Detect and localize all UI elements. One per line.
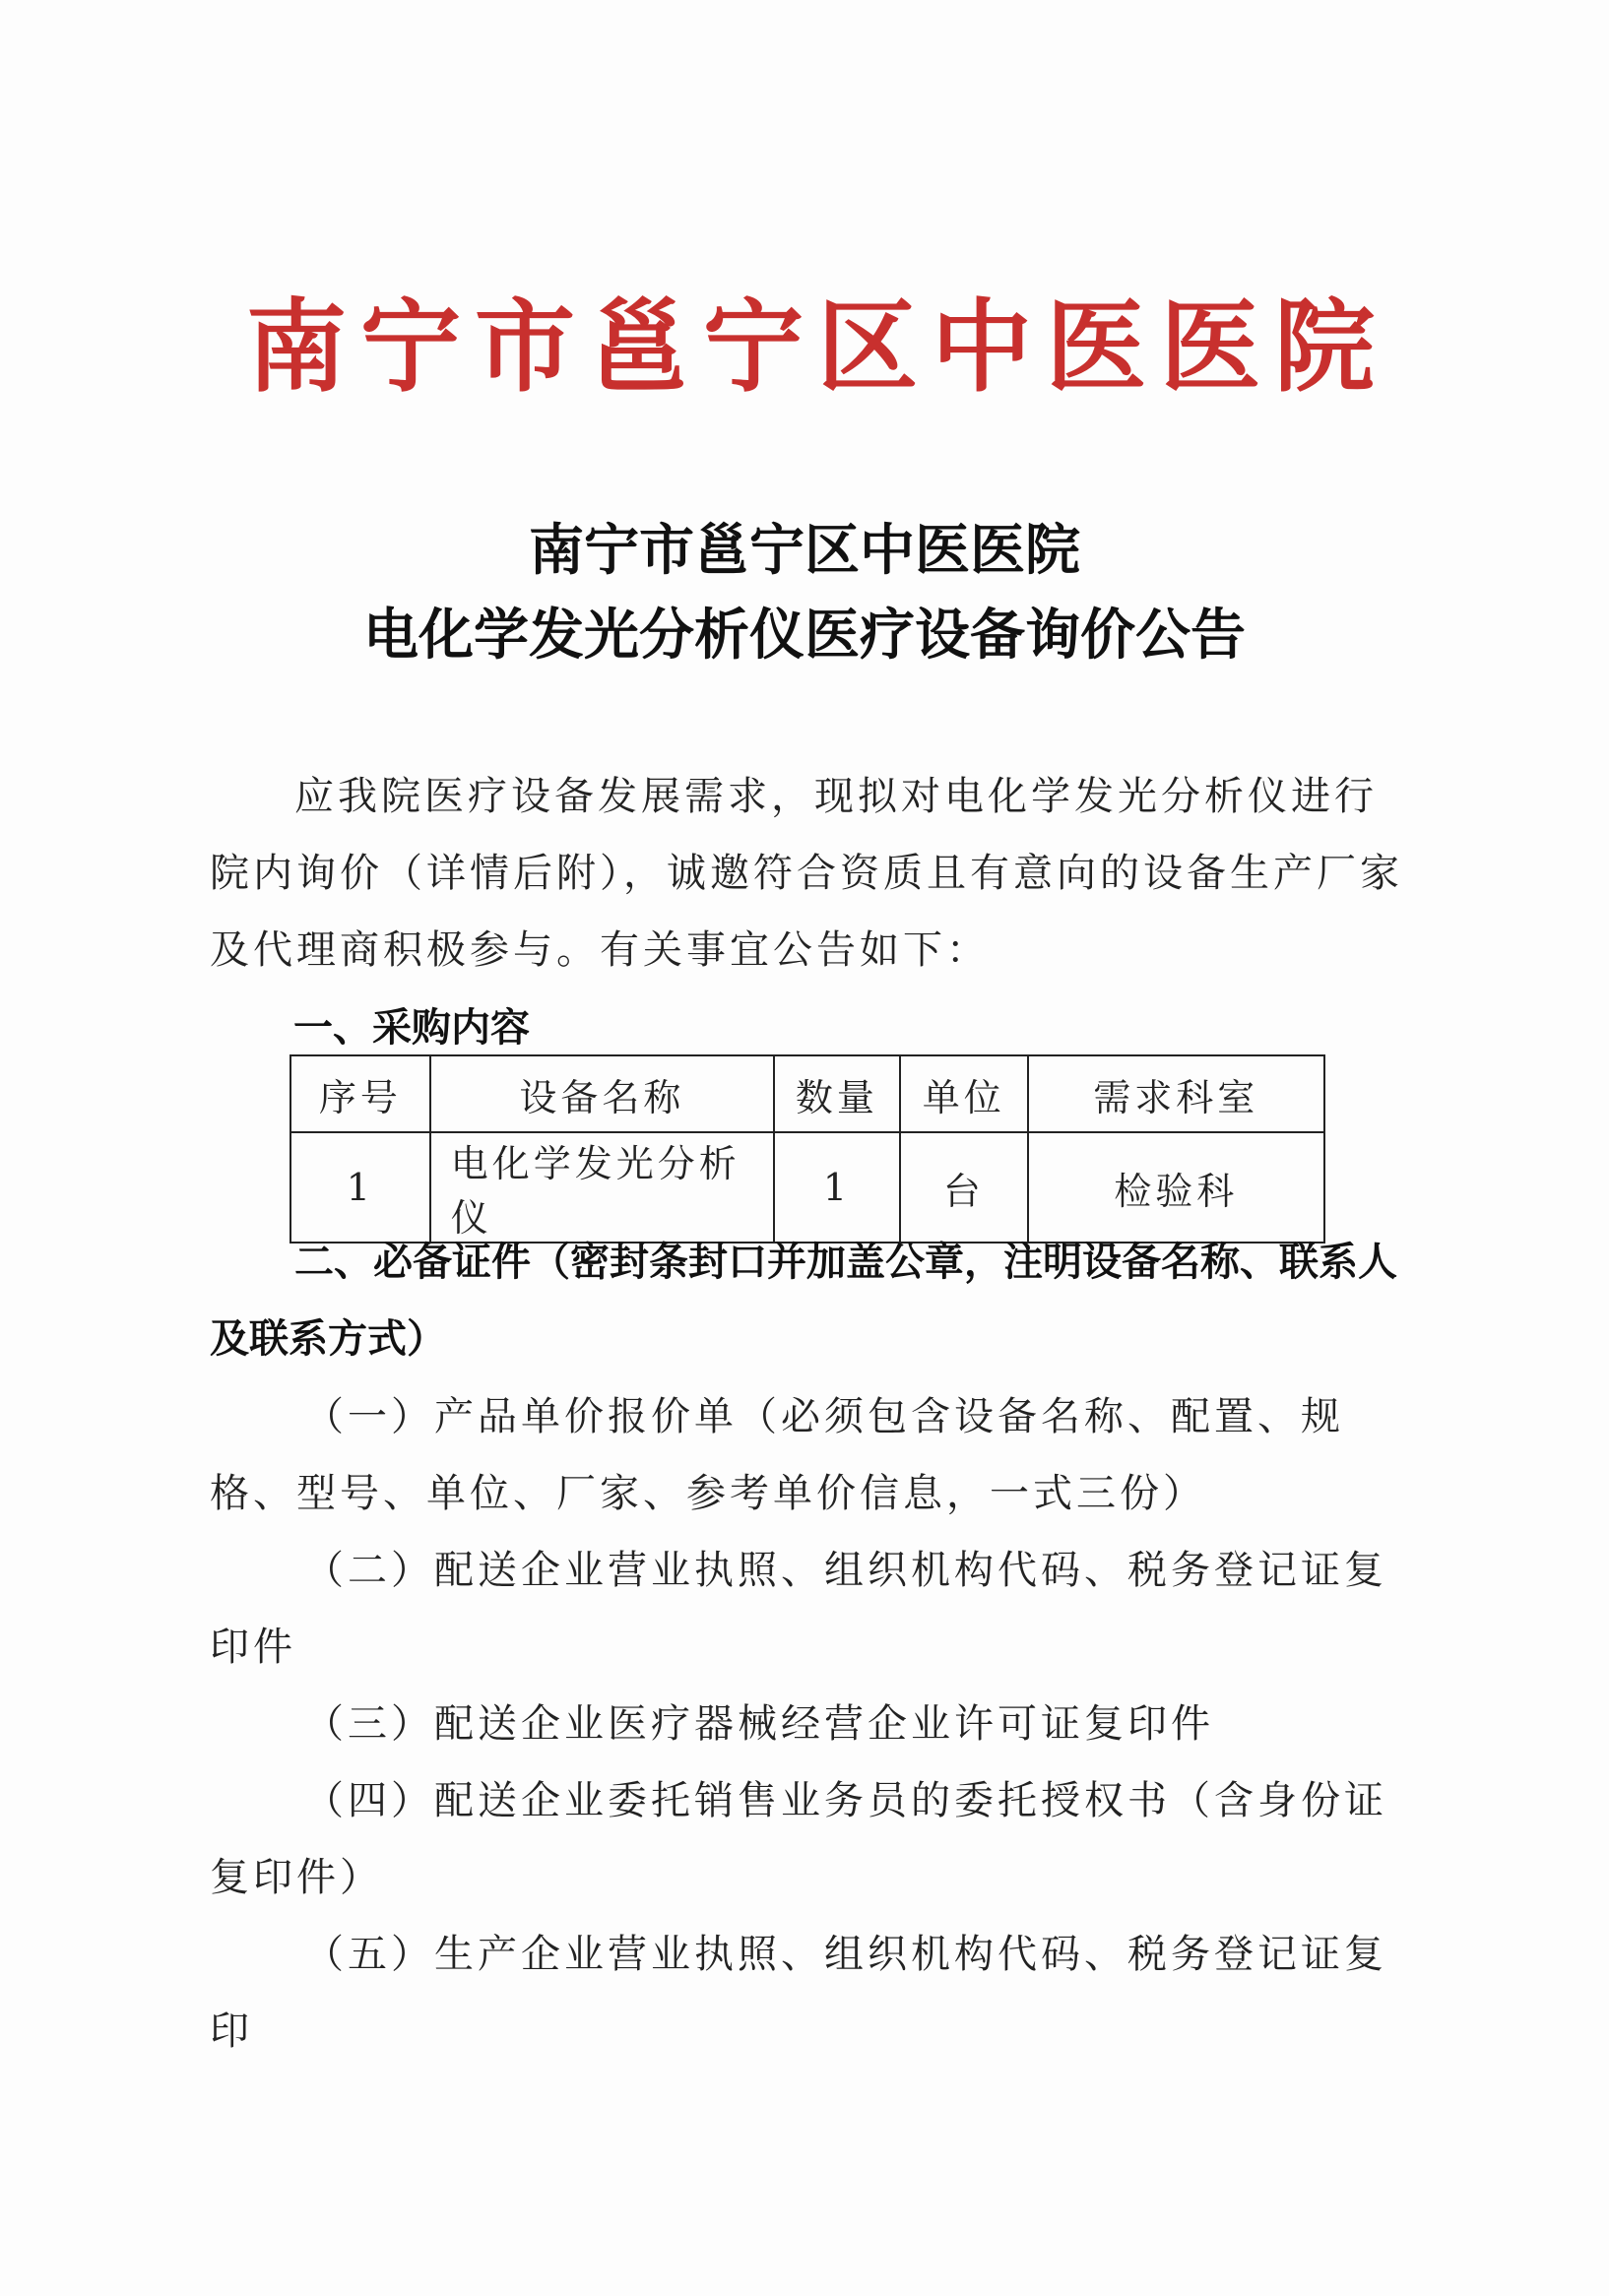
intro-paragraph: 应我院医疗设备发展需求，现拟对电化学发光分析仪进行院内询价（详情后附），诚邀符合资质且有意向的设备生产厂家及代理商积极参与。有关事宜公告如下： — [210, 774, 1403, 973]
requirement-item-1: （一）产品单价报价单（必须包含设备名称、配置、规格、型号、单位、厂家、参考单价信息，一式三份） — [210, 1394, 1344, 1516]
requirement-item-3: （三）配送企业医疗器械经营企业许可证复印件 — [304, 1701, 1214, 1747]
header-cell-quantity: 数量 — [774, 1055, 900, 1132]
section-1-heading: 一、采购内容 — [293, 1005, 530, 1051]
cell-equipment-name: 电化学发光分析仪 — [430, 1132, 774, 1243]
procurement-table — [290, 1054, 1325, 1244]
cell-index: 1 — [290, 1132, 430, 1243]
document-title-line-2: 电化学发光分析仪医疗设备询价公告 — [363, 604, 1246, 668]
document-title-line-1: 南宁市邕宁区中医医院 — [529, 519, 1080, 583]
section-2-heading: 二、必备证件（密封条封口并加盖公章，注明设备名称、联系人及联系方式） — [210, 1240, 1397, 1362]
cell-unit: 台 — [900, 1132, 1028, 1243]
header-cell-unit: 单位 — [900, 1055, 1028, 1132]
requirement-item-2: （二）配送企业营业执照、组织机构代码、税务登记证复印件 — [210, 1548, 1387, 1670]
requirement-item-5: （五）生产企业营业执照、组织机构代码、税务登记证复印 — [210, 1932, 1387, 2054]
requirement-item-4: （四）配送企业委托销售业务员的委托授权书（含身份证复印件） — [210, 1778, 1387, 1900]
header-cell-index: 序号 — [290, 1055, 430, 1132]
cell-quantity: 1 — [774, 1132, 900, 1243]
header-cell-department: 需求科室 — [1028, 1055, 1324, 1132]
table-header-row — [290, 1055, 1324, 1132]
letterhead: 南宁市邕宁区中医医院 — [246, 288, 1388, 407]
cell-department: 检验科 — [1028, 1132, 1324, 1243]
header-cell-equipment-name: 设备名称 — [430, 1055, 774, 1132]
